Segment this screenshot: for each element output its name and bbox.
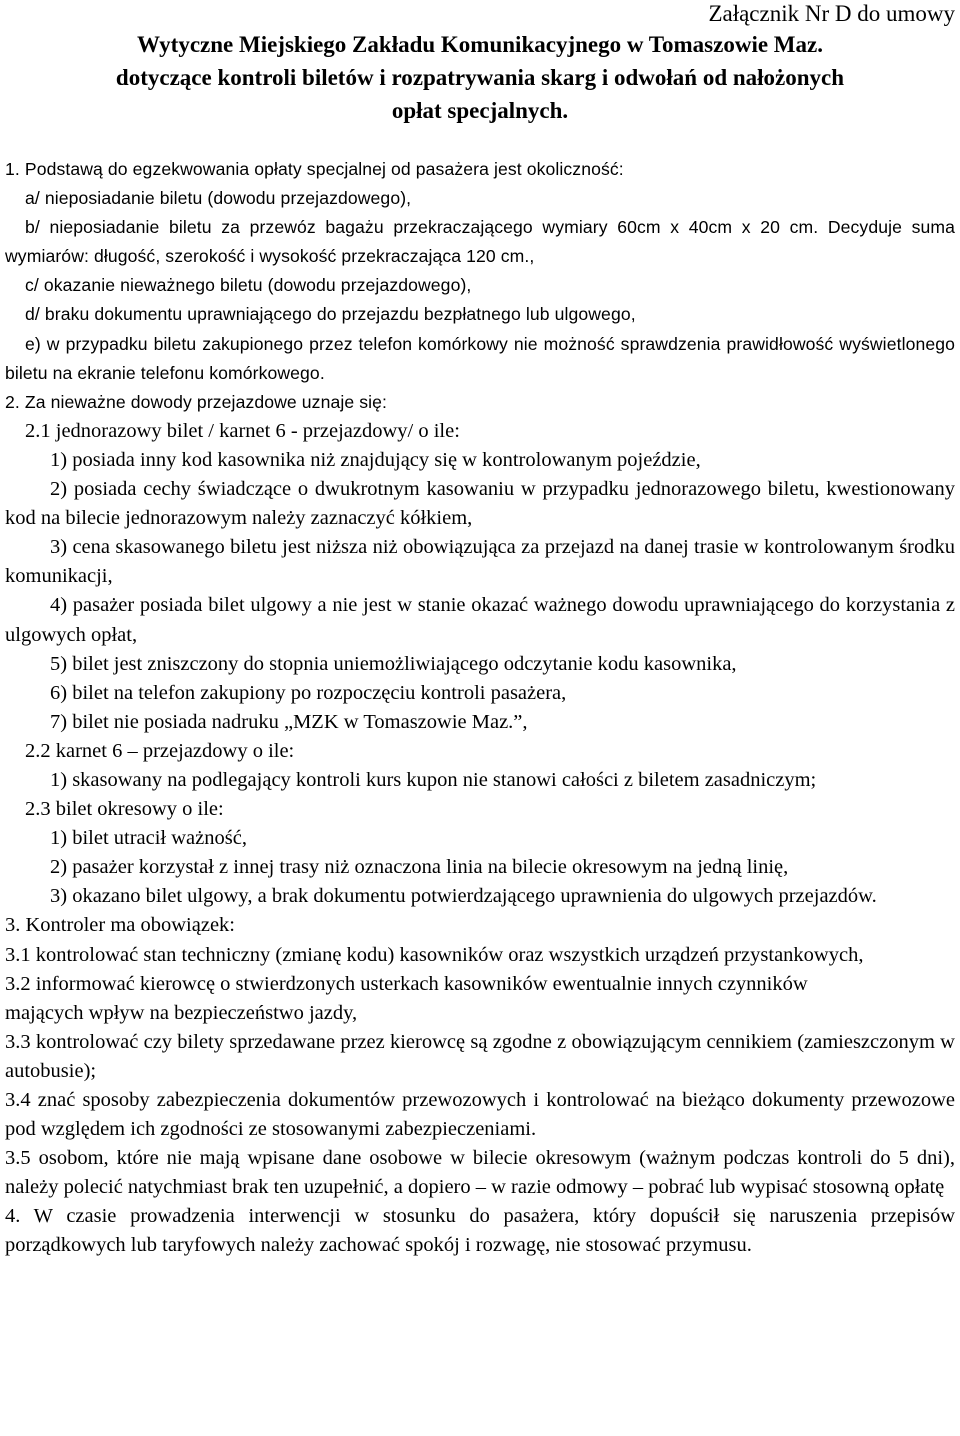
section-3-5: 3.5 osobom, które nie mają wpisane dane osobowe w bilecie okresowym (ważnym podczas kontroli do 5 dni), należy polecić natychmiast brak ten uzupełnić, a dopiero – w razie odmowy – pobrać lub wypisać stosowną opłatę xyxy=(5,1147,955,1199)
section-2-1-item-7: 7) bilet nie posiada nadruku „MZK w Tomaszowie Maz.”, xyxy=(50,710,528,733)
section-2-3-item-2: 2) pasażer korzystał z innej trasy niż oznaczona linia na bilecie okresowym na jedną linię, xyxy=(50,856,789,879)
section-3-heading: 3. Kontroler ma obowiązek: xyxy=(5,914,235,937)
section-1-item-d: d/ braku dokumentu uprawniającego do przejazdu bezpłatnego lub ulgowego, xyxy=(25,304,636,325)
document-title-line2: dotyczące kontroli biletów i rozpatrywania skarg i odwołań od nałożonych xyxy=(115,65,845,90)
section-3-3: 3.3 kontrolować czy bilety sprzedawane przez kierowcę są zgodne z obowiązującym cennikiem (zamieszczonym w autobusie); xyxy=(5,1030,955,1082)
document-title-line1: Wytyczne Miejskiego Zakładu Komunikacyjnego w Tomaszowie Maz. xyxy=(137,32,823,57)
section-2-1-item-5: 5) bilet jest zniszczony do stopnia uniemożliwiającego odczytanie kodu kasownika, xyxy=(50,652,737,675)
section-4: 4. W czasie prowadzenia interwencji w stosunku do pasażera, który dopuścił się naruszenia przepisów porządkowych lub taryfowych należy zachować spokój i rozwagę, nie stosować przymusu. xyxy=(5,1205,955,1257)
section-3-2: 3.2 informować kierowcę o stwierdzonych usterkach kasowników ewentualnie innych czynników mających wpływ na bezpieczeństwo jazdy, xyxy=(5,972,808,1024)
section-1-item-e: e) w przypadku biletu zakupionego przez telefon komórkowy nie możność sprawdzenia prawidłowość wyświetlonego biletu na ekranie telefonu komórkowego. xyxy=(5,333,955,383)
section-3-4: 3.4 znać sposoby zabezpieczenia dokumentów przewozowych i kontrolować na bieżąco dokumenty przewozowe pod względem ich zgodności ze stosowanymi zabezpieczeniami. xyxy=(5,1089,955,1141)
document-title-line3: opłat specjalnych. xyxy=(391,98,569,123)
section-1-item-a: a/ nieposiadanie biletu (dowodu przejazdowego), xyxy=(25,188,412,209)
section-2-1-item-6: 6) bilet na telefon zakupiony po rozpoczęciu kontroli pasażera, xyxy=(50,681,567,704)
section-2-1-heading: 2.1 jednorazowy bilet / karnet 6 - przejazdowy/ o ile: xyxy=(25,419,460,442)
section-2-1-item-3: 3) cena skasowanego biletu jest niższa niż obowiązująca za przejazd na danej trasie w kontrolowanym środku komunikacji, xyxy=(5,536,955,588)
section-2-2-heading: 2.2 karnet 6 – przejazdowy o ile: xyxy=(25,739,295,762)
section-3-1: 3.1 kontrolować stan techniczny (zmianę kodu) kasowników oraz wszystkich urządzeń przystankowych, xyxy=(5,943,864,966)
section-1-item-b: b/ nieposiadanie biletu za przewóz bagażu przekraczającego wymiary 60cm x 40cm x 20 cm. Decyduje suma wymiarów: długość, szerokość i wysokość przekraczająca 120 cm., xyxy=(5,217,955,267)
section-2-1-item-4: 4) pasażer posiada bilet ulgowy a nie jest w stanie okazać ważnego dowodu uprawniającego do korzystania z ulgowych opłat, xyxy=(5,594,955,646)
section-1-item-c: c/ okazanie nieważnego biletu (dowodu przejazdowego), xyxy=(25,275,472,296)
section-2-heading: 2. Za nieważne dowody przejazdowe uznaje się: xyxy=(5,391,388,412)
section-2-3-item-1: 1) bilet utracił ważność, xyxy=(50,827,247,850)
document-page xyxy=(5,0,955,1261)
section-2-3-item-3: 3) okazano bilet ulgowy, a brak dokumentu potwierdzającego uprawnienia do ulgowych przejazdów. xyxy=(50,885,877,908)
section-2-1-item-2: 2) posiada cechy świadczące o dwukrotnym kasowaniu w przypadku jednorazowego biletu, kwestionowany kod na bilecie jednorazowym należy zaznaczyć kółkiem, xyxy=(5,478,955,530)
section-2-3-heading: 2.3 bilet okresowy o ile: xyxy=(25,798,224,821)
section-2-2-item-1: 1) skasowany na podlegający kontroli kurs kupon nie stanowi całości z biletem zasadniczym; xyxy=(50,768,817,791)
section-1-heading: 1. Podstawą do egzekwowania opłaty specjalnej od pasażera jest okoliczność: xyxy=(5,159,624,179)
section-2-1-item-1: 1) posiada inny kod kasownika niż znajdujący się w kontrolowanym pojeździe, xyxy=(50,448,701,471)
attachment-label: Załącznik Nr D do umowy xyxy=(708,1,955,26)
